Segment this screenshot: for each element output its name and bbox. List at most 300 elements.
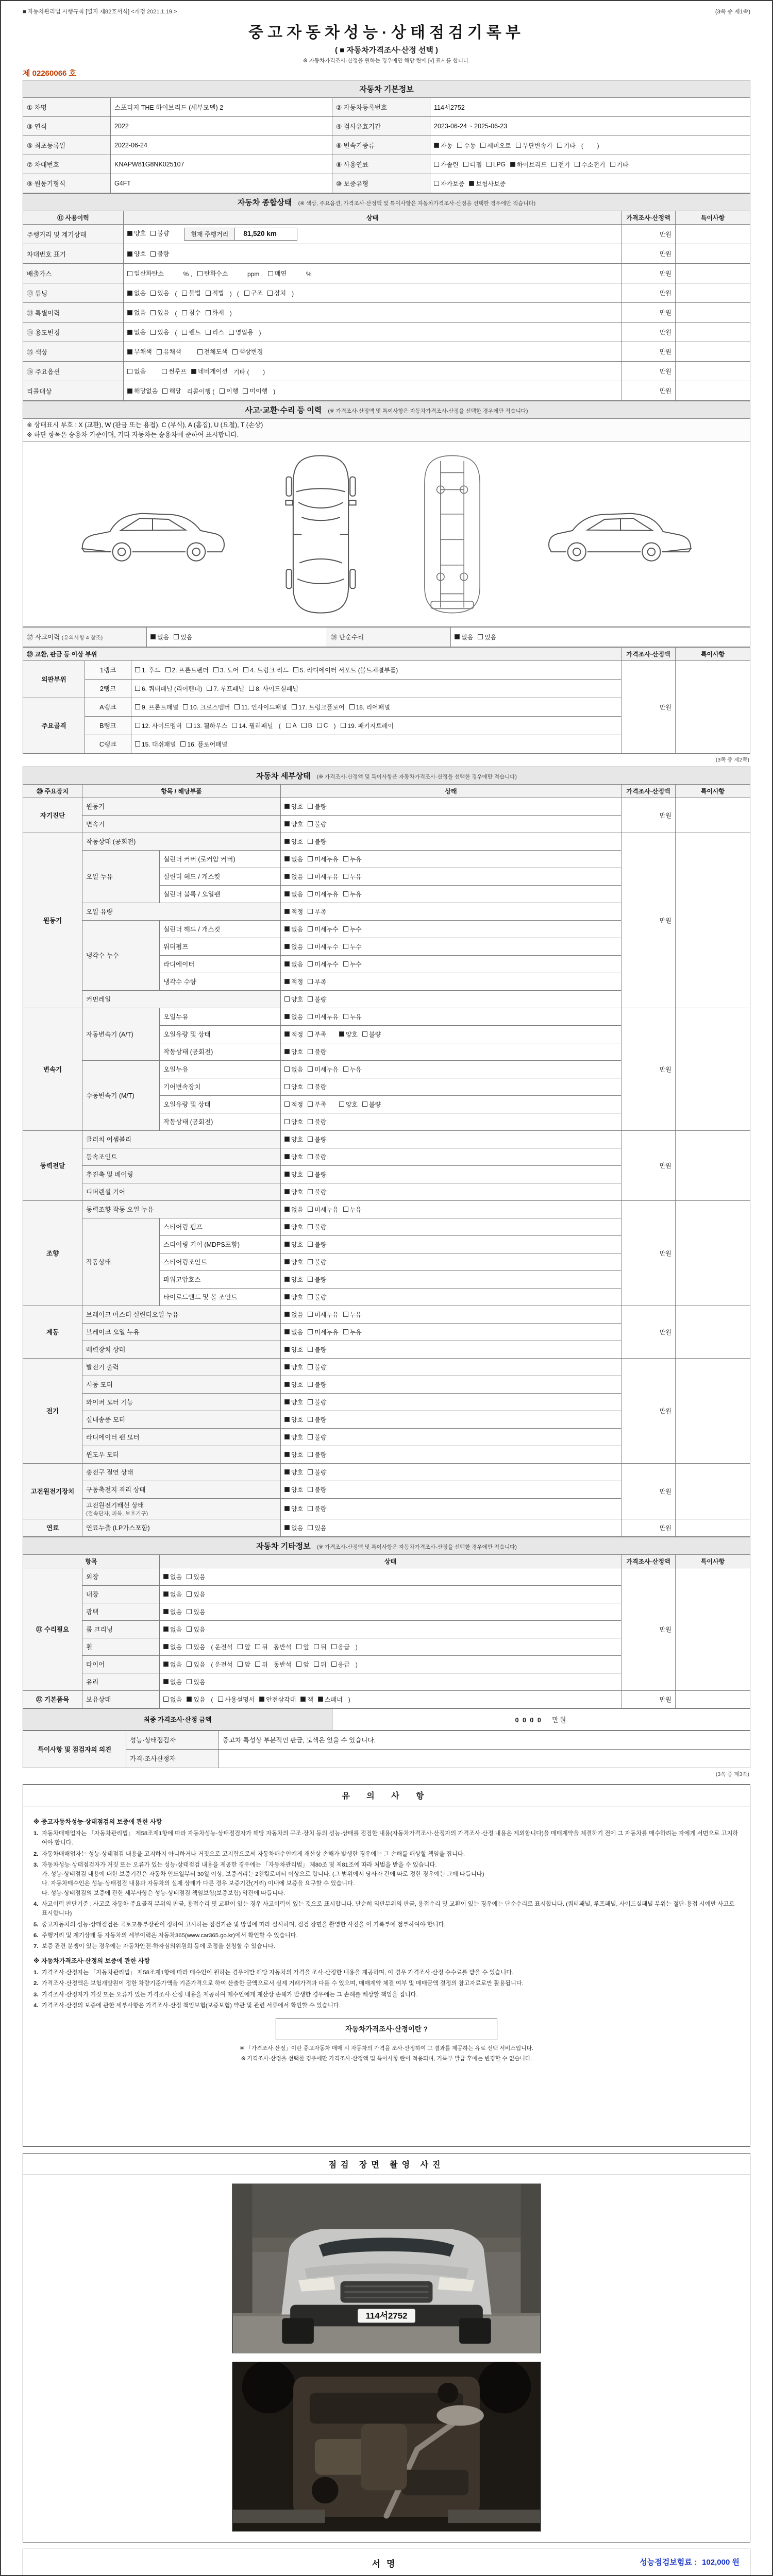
- diagram-basis-legend: ※ 하단 항목은 승용차 기준이며, 기타 자동차는 승용차에 준하여 표시합니다.: [27, 431, 239, 438]
- column-header-note: 특이사항: [676, 647, 750, 660]
- checkbox-option[interactable]: [135, 703, 178, 711]
- checkbox-option[interactable]: [308, 1468, 326, 1477]
- checkbox-option[interactable]: [308, 1135, 326, 1144]
- checkbox-option[interactable]: [127, 328, 146, 336]
- checkbox-option[interactable]: [127, 289, 146, 297]
- checkbox-option[interactable]: [318, 1695, 343, 1704]
- checkbox-option[interactable]: [308, 1450, 326, 1459]
- note-cell: [675, 1519, 750, 1536]
- checkbox-option[interactable]: [284, 1485, 303, 1494]
- checkbox-option[interactable]: [163, 1642, 182, 1651]
- checkbox-option[interactable]: [480, 141, 511, 150]
- checkbox-option[interactable]: [284, 1065, 303, 1074]
- checkbox-option[interactable]: [339, 1100, 358, 1109]
- checkbox-option[interactable]: [343, 942, 362, 951]
- checkbox-icon: [180, 741, 186, 747]
- detail-row: [23, 1130, 750, 1148]
- checkbox-label: 없음: [291, 925, 304, 933]
- checkbox-option[interactable]: [127, 269, 164, 278]
- checkbox-option[interactable]: [308, 1117, 326, 1126]
- checkbox-icon: [163, 1626, 169, 1632]
- checkbox-label: 불량: [314, 838, 327, 845]
- checkbox-option[interactable]: [284, 1205, 303, 1214]
- checkbox-option[interactable]: [300, 1695, 313, 1704]
- state-code-legend: ※ 상태표시 부호 : X (교환), W (판금 또는 용접), C (부식), A (흠집), U (요철), T (손상): [27, 421, 263, 429]
- checkbox-option[interactable]: [163, 1590, 182, 1599]
- checkbox-label: 영업용: [235, 329, 254, 336]
- checkbox-option[interactable]: [308, 1345, 326, 1354]
- checkbox-label: 양호: [291, 1398, 304, 1406]
- checkbox-option[interactable]: [238, 1660, 250, 1669]
- checkbox-label: 누수: [349, 925, 362, 933]
- checkbox-option[interactable]: [207, 684, 244, 693]
- checkbox-option[interactable]: [293, 666, 398, 674]
- checkbox-icon: [284, 1294, 290, 1299]
- checkbox-icon: [213, 667, 219, 672]
- checkbox-option[interactable]: [174, 633, 192, 641]
- checkbox-option[interactable]: [308, 1328, 338, 1336]
- checkbox-option[interactable]: [162, 386, 181, 395]
- item-label: 등속조인트: [82, 1148, 281, 1165]
- check-group-text: (: [278, 722, 281, 730]
- checkbox-option[interactable]: [308, 1065, 338, 1074]
- checkbox-option[interactable]: [255, 1642, 268, 1651]
- checkbox-option[interactable]: [284, 837, 303, 846]
- checkbox-option[interactable]: [163, 1625, 182, 1634]
- checkbox-option[interactable]: [243, 666, 289, 674]
- checkbox-option[interactable]: [314, 1660, 327, 1669]
- checkbox-option[interactable]: [308, 890, 338, 899]
- checkbox-option[interactable]: [284, 1293, 303, 1301]
- checkbox-option[interactable]: [343, 872, 362, 881]
- checkbox-option[interactable]: [259, 1695, 296, 1704]
- checkbox-option[interactable]: [206, 308, 224, 317]
- checkbox-icon: [343, 1014, 348, 1019]
- checkbox-icon: [127, 231, 132, 236]
- checkbox-option[interactable]: [469, 179, 506, 188]
- checkbox-option[interactable]: [135, 721, 182, 730]
- detail-row: [23, 1200, 750, 1218]
- checkbox-option[interactable]: [284, 1117, 303, 1126]
- checkbox-option[interactable]: [308, 1223, 326, 1231]
- checkbox-option[interactable]: [197, 269, 228, 278]
- checkbox-icon: [308, 1119, 313, 1124]
- checkbox-icon: [284, 1014, 290, 1019]
- checkbox-option[interactable]: [127, 229, 146, 238]
- checkbox-icon: [308, 1242, 313, 1247]
- checkbox-icon: [135, 741, 140, 747]
- checkbox-option[interactable]: [463, 160, 482, 169]
- checkbox-option[interactable]: [187, 1625, 205, 1634]
- checkbox-icon: [187, 1679, 192, 1684]
- checkbox-option[interactable]: [135, 740, 176, 749]
- checkbox-option[interactable]: [268, 269, 287, 278]
- checkbox-option[interactable]: [362, 1030, 381, 1039]
- checkbox-option[interactable]: [180, 740, 227, 749]
- checkbox-option[interactable]: [163, 1677, 182, 1686]
- checkbox-option[interactable]: [150, 249, 169, 258]
- checkbox-option[interactable]: [434, 141, 452, 150]
- check-group-text: ppm ,: [233, 270, 263, 278]
- item-label: 오일 유량: [82, 903, 281, 920]
- checkbox-option[interactable]: [267, 289, 286, 297]
- overall-condition-row: [23, 303, 750, 323]
- checkbox-option[interactable]: [249, 684, 298, 693]
- checkbox-icon: [343, 1207, 348, 1212]
- checkbox-option[interactable]: [187, 1607, 205, 1616]
- checkbox-option[interactable]: [308, 925, 338, 934]
- checkbox-option[interactable]: [135, 666, 161, 674]
- accident-history-sublabel: (유의사항 4 참조): [61, 635, 103, 641]
- checkbox-option[interactable]: [343, 890, 362, 899]
- checkbox-icon: [162, 369, 167, 374]
- checkbox-option[interactable]: [284, 1328, 303, 1336]
- checkbox-option[interactable]: [308, 995, 326, 1004]
- checkbox-option[interactable]: [343, 1328, 362, 1336]
- checkbox-option[interactable]: [343, 1012, 362, 1021]
- photo-car-front: [232, 2183, 541, 2353]
- checkbox-option[interactable]: [308, 1398, 326, 1406]
- checkbox-option[interactable]: [127, 386, 158, 395]
- checkbox-option[interactable]: [317, 722, 328, 729]
- checkbox-option[interactable]: [284, 1380, 303, 1389]
- checkbox-option[interactable]: [187, 1642, 205, 1651]
- signature-section: [23, 2549, 750, 2576]
- field-label: ① 차명: [23, 98, 111, 117]
- check-group-text: ( 운전석: [211, 1643, 233, 1651]
- checkbox-option[interactable]: [187, 1572, 205, 1581]
- checkbox-option[interactable]: [284, 1450, 303, 1459]
- checkbox-option[interactable]: [187, 1695, 205, 1704]
- checkbox-option[interactable]: [183, 703, 230, 711]
- checkbox-option[interactable]: [301, 722, 312, 729]
- checkbox-icon: [174, 634, 179, 639]
- checkbox-option[interactable]: [284, 1415, 303, 1424]
- checkbox-icon: [187, 1591, 192, 1597]
- checkbox-option[interactable]: [308, 1240, 326, 1249]
- checkbox-option[interactable]: [434, 179, 464, 188]
- checkbox-option[interactable]: [308, 1523, 326, 1532]
- checkbox-label: 없음: [291, 1328, 304, 1336]
- checkbox-label: 안전삼각대: [266, 1696, 296, 1703]
- checkbox-option[interactable]: [234, 703, 287, 711]
- section-note-accident: (※ 가격조사·산정액 및 특이사항은 자동차가격조사·산정을 선택한 경우에만 적습니다): [328, 408, 528, 414]
- checkbox-option[interactable]: [165, 666, 209, 674]
- checkbox-option[interactable]: [308, 1170, 326, 1179]
- checkbox-option[interactable]: [229, 328, 254, 336]
- status-cell: [281, 938, 621, 955]
- checkbox-option[interactable]: [191, 367, 228, 376]
- form-reference: ■ 자동차관리법 시행규칙 [별지 제82호서식] <개정 2021.1.19.>: [23, 9, 177, 15]
- checkbox-label: 불량: [157, 230, 170, 238]
- checkbox-option[interactable]: [284, 1100, 303, 1109]
- checkbox-option[interactable]: [343, 1205, 362, 1214]
- checkbox-option[interactable]: [182, 328, 200, 336]
- part-label: 오일유량 및 상태: [160, 1095, 281, 1113]
- checkbox-icon: [284, 804, 290, 809]
- checkbox-option[interactable]: [284, 942, 303, 951]
- checkbox-option[interactable]: [308, 837, 326, 846]
- checkbox-option[interactable]: [127, 308, 146, 317]
- checkbox-option[interactable]: [284, 1433, 303, 1442]
- checkbox-option[interactable]: [331, 1660, 350, 1669]
- checkbox-option[interactable]: [284, 1275, 303, 1284]
- checkbox-option[interactable]: [284, 1345, 303, 1354]
- checkbox-option[interactable]: [308, 1380, 326, 1389]
- checkbox-label: 무채색: [134, 348, 152, 355]
- checkbox-label: 불량: [314, 1118, 327, 1126]
- checkbox-option[interactable]: [308, 1082, 326, 1091]
- checkbox-option[interactable]: [284, 1047, 303, 1056]
- checkbox-option[interactable]: [610, 160, 629, 169]
- checkbox-option[interactable]: [292, 703, 345, 711]
- checkbox-option[interactable]: [457, 141, 476, 150]
- checkbox-option[interactable]: [308, 820, 326, 828]
- checkbox-option[interactable]: [308, 802, 326, 811]
- status-cell: [160, 1673, 621, 1690]
- checkbox-option[interactable]: [557, 141, 576, 150]
- checkbox-option[interactable]: [478, 633, 496, 641]
- checkbox-option[interactable]: [343, 1065, 362, 1074]
- column-header: 특이사항: [675, 784, 750, 798]
- checkbox-option[interactable]: [308, 1504, 326, 1513]
- insurance-fee-value: 102,000 원: [702, 2557, 740, 2567]
- checkbox-option[interactable]: [284, 1240, 303, 1249]
- checkbox-option[interactable]: [218, 1695, 255, 1704]
- checkbox-option[interactable]: [308, 1205, 338, 1214]
- checkbox-label: 불량: [314, 1171, 327, 1178]
- checkbox-option[interactable]: [341, 721, 394, 730]
- checkbox-label: 불량: [314, 1188, 327, 1196]
- checkbox-option[interactable]: [516, 141, 552, 150]
- checkbox-option[interactable]: [510, 160, 547, 169]
- section-title-overall: 자동차 종합상태: [237, 198, 292, 207]
- notice-item-number: 1.: [33, 1969, 39, 1976]
- checkbox-option[interactable]: [308, 1485, 326, 1494]
- checkbox-option[interactable]: [308, 960, 338, 969]
- checkbox-option[interactable]: [284, 1468, 303, 1477]
- checkbox-option[interactable]: [343, 1310, 362, 1319]
- checkbox-option[interactable]: [284, 925, 303, 934]
- checkbox-option[interactable]: [284, 1135, 303, 1144]
- checkbox-icon: [284, 926, 290, 931]
- checkbox-option[interactable]: [455, 633, 473, 641]
- checkbox-option[interactable]: [284, 977, 303, 986]
- checkbox-option[interactable]: [284, 890, 303, 899]
- checkbox-option[interactable]: [206, 289, 224, 297]
- checkbox-option[interactable]: [284, 1504, 303, 1513]
- checkbox-option[interactable]: [434, 160, 459, 169]
- checkbox-option[interactable]: [331, 1642, 350, 1651]
- status-cell: [281, 990, 621, 1008]
- checkbox-option[interactable]: [308, 1258, 326, 1266]
- checkbox-label: 적정: [291, 908, 304, 916]
- checkbox-icon: [510, 162, 515, 167]
- checkbox-option[interactable]: [284, 872, 303, 881]
- checkbox-option[interactable]: [343, 960, 362, 969]
- part-label: 스티어링조인트: [160, 1253, 281, 1270]
- checkbox-label: 앞: [303, 1660, 310, 1668]
- price-cell: 만원: [621, 244, 676, 264]
- status-cell: [281, 1095, 621, 1113]
- checkbox-option[interactable]: [551, 160, 570, 169]
- checkbox-option[interactable]: [284, 855, 303, 863]
- checkbox-option[interactable]: [308, 942, 338, 951]
- checkbox-icon: [127, 388, 132, 394]
- checkbox-option[interactable]: [308, 1310, 338, 1319]
- checkbox-label: 불량: [314, 1468, 327, 1476]
- checkbox-option[interactable]: [284, 1258, 303, 1266]
- checkbox-option[interactable]: [284, 1153, 303, 1161]
- checkbox-option[interactable]: [187, 1677, 205, 1686]
- checkbox-option[interactable]: [162, 367, 187, 376]
- checkbox-icon: [314, 1662, 319, 1667]
- checkbox-option[interactable]: [187, 1660, 205, 1669]
- checkbox-icon: [308, 1329, 313, 1334]
- checkbox-icon: [308, 804, 313, 809]
- checkbox-option[interactable]: [284, 1363, 303, 1371]
- checkbox-option[interactable]: [286, 722, 297, 729]
- checkbox-option[interactable]: [343, 925, 362, 934]
- checkbox-option[interactable]: [243, 386, 267, 395]
- checkbox-option[interactable]: [308, 1363, 326, 1371]
- checkbox-label: 6. 쿼터패널 (리어펜더): [142, 685, 203, 692]
- checkbox-option[interactable]: [127, 249, 146, 258]
- checkbox-option[interactable]: [197, 347, 228, 356]
- checkbox-label: 앞: [303, 1643, 310, 1651]
- checkbox-option[interactable]: [284, 1398, 303, 1406]
- checkbox-option[interactable]: [284, 1310, 303, 1319]
- checkbox-option[interactable]: [182, 308, 200, 317]
- checkbox-option[interactable]: [163, 1660, 182, 1669]
- checkbox-option[interactable]: [486, 161, 506, 168]
- checkbox-option[interactable]: [308, 1415, 326, 1424]
- checkbox-option[interactable]: [575, 160, 605, 169]
- checkbox-label: 없음: [291, 960, 304, 968]
- first-registration-value: 2022-06-24: [111, 136, 332, 155]
- checkbox-option[interactable]: [150, 633, 169, 641]
- checkbox-option[interactable]: [308, 1433, 326, 1442]
- checkbox-option[interactable]: [296, 1642, 309, 1651]
- status-cell: [281, 1288, 621, 1306]
- checkbox-option[interactable]: [284, 1523, 303, 1532]
- checkbox-option[interactable]: [314, 1642, 327, 1651]
- checkbox-option[interactable]: [308, 907, 326, 916]
- checkbox-icon: [284, 1506, 290, 1511]
- checkbox-option[interactable]: [150, 229, 169, 238]
- part-label: 실린더 블록 / 오일팬: [160, 885, 281, 903]
- checkbox-option[interactable]: [308, 1047, 326, 1056]
- checkbox-option[interactable]: [284, 1030, 303, 1039]
- checkbox-option[interactable]: [308, 1030, 326, 1039]
- notice-item: 4. 가격조사·산정의 보증에 관한 세부사항은 가격조사·산정 책임보험(보증보험) 약관 및 관련 서류에서 확인할 수 있습니다.: [33, 2001, 740, 2010]
- checkbox-label: 불량: [314, 1381, 327, 1388]
- checkbox-option[interactable]: [296, 1660, 309, 1669]
- checkbox-option[interactable]: [339, 1030, 358, 1039]
- checkbox-option[interactable]: [343, 855, 362, 863]
- notice-body: [23, 1806, 750, 2146]
- checkbox-label: 스패너: [324, 1696, 343, 1703]
- checkbox-option[interactable]: [308, 1012, 338, 1021]
- price-cell: 만원: [621, 225, 676, 244]
- checkbox-option[interactable]: [308, 1275, 326, 1284]
- checkbox-option[interactable]: [213, 666, 239, 674]
- checkbox-option[interactable]: [284, 1170, 303, 1179]
- item-label: 작동상태: [82, 1218, 160, 1306]
- photo-car-underbody: [232, 2362, 541, 2532]
- checkbox-label: C: [323, 722, 328, 729]
- checkbox-option[interactable]: [163, 1695, 182, 1704]
- checkbox-option[interactable]: [308, 1153, 326, 1161]
- checkbox-option[interactable]: [150, 289, 169, 297]
- checkbox-icon: [183, 704, 188, 709]
- checkbox-option[interactable]: [187, 1590, 205, 1599]
- checkbox-option[interactable]: [232, 347, 263, 356]
- checkbox-icon: [150, 330, 156, 335]
- checkbox-option[interactable]: [284, 802, 303, 811]
- checkbox-label: 없음: [291, 1065, 304, 1073]
- simple-repair-checks: [451, 627, 750, 647]
- checkbox-option[interactable]: [255, 1660, 268, 1669]
- checkbox-option[interactable]: [232, 721, 273, 730]
- checkbox-option[interactable]: [150, 308, 169, 317]
- checkbox-option[interactable]: [206, 328, 224, 336]
- checkbox-icon: [207, 686, 212, 691]
- checkbox-icon: [480, 143, 485, 148]
- notice-item: 6. 주행거리 및 계기상태 등 자동차의 세부이력은 자동차365(www.car365.go.kr)에서 확인할 수 있습니다.: [33, 1931, 740, 1940]
- checkbox-label: 양호: [291, 1433, 304, 1441]
- checkbox-option[interactable]: [127, 367, 146, 376]
- checkbox-option[interactable]: [127, 347, 152, 356]
- checkbox-option[interactable]: [308, 872, 338, 881]
- checkbox-option[interactable]: [163, 1607, 182, 1616]
- checkbox-option[interactable]: [308, 977, 326, 986]
- checkbox-option[interactable]: [220, 386, 238, 395]
- checkbox-option[interactable]: [284, 820, 303, 828]
- checkbox-option[interactable]: [163, 1572, 182, 1581]
- checkbox-label: 불량: [314, 1136, 327, 1143]
- checkbox-option[interactable]: [349, 703, 390, 711]
- checkbox-option[interactable]: [284, 1223, 303, 1231]
- checkbox-option[interactable]: [187, 721, 227, 730]
- checkbox-label: 양호: [291, 820, 304, 828]
- checkbox-option[interactable]: [182, 289, 200, 297]
- checkbox-option[interactable]: [284, 907, 303, 916]
- document-subtitle: ( ■ 자동차가격조사·산정 선택 ): [334, 46, 439, 55]
- checkbox-option[interactable]: [157, 347, 181, 356]
- checkbox-option[interactable]: [238, 1642, 250, 1651]
- checkbox-option[interactable]: [308, 855, 338, 863]
- checkbox-option[interactable]: [135, 684, 202, 693]
- checkbox-label: 불량: [314, 1293, 327, 1301]
- checkbox-option[interactable]: [150, 328, 169, 336]
- checkbox-option[interactable]: [308, 1100, 326, 1109]
- checkbox-option[interactable]: [284, 1082, 303, 1091]
- checkbox-icon: [469, 181, 474, 186]
- checkbox-option[interactable]: [244, 289, 263, 297]
- row-label: 배출가스: [23, 264, 124, 283]
- checkbox-option[interactable]: [284, 1188, 303, 1196]
- checkbox-option[interactable]: [308, 1293, 326, 1301]
- checkbox-icon: [232, 349, 238, 354]
- checkbox-option[interactable]: [284, 960, 303, 969]
- checkbox-option[interactable]: [284, 995, 303, 1004]
- checkbox-option[interactable]: [284, 1012, 303, 1021]
- check-group-text: ): [348, 1696, 350, 1703]
- car-diagram-top-body: [278, 447, 363, 622]
- checkbox-option[interactable]: [362, 1100, 381, 1109]
- checkbox-option[interactable]: [308, 1188, 326, 1196]
